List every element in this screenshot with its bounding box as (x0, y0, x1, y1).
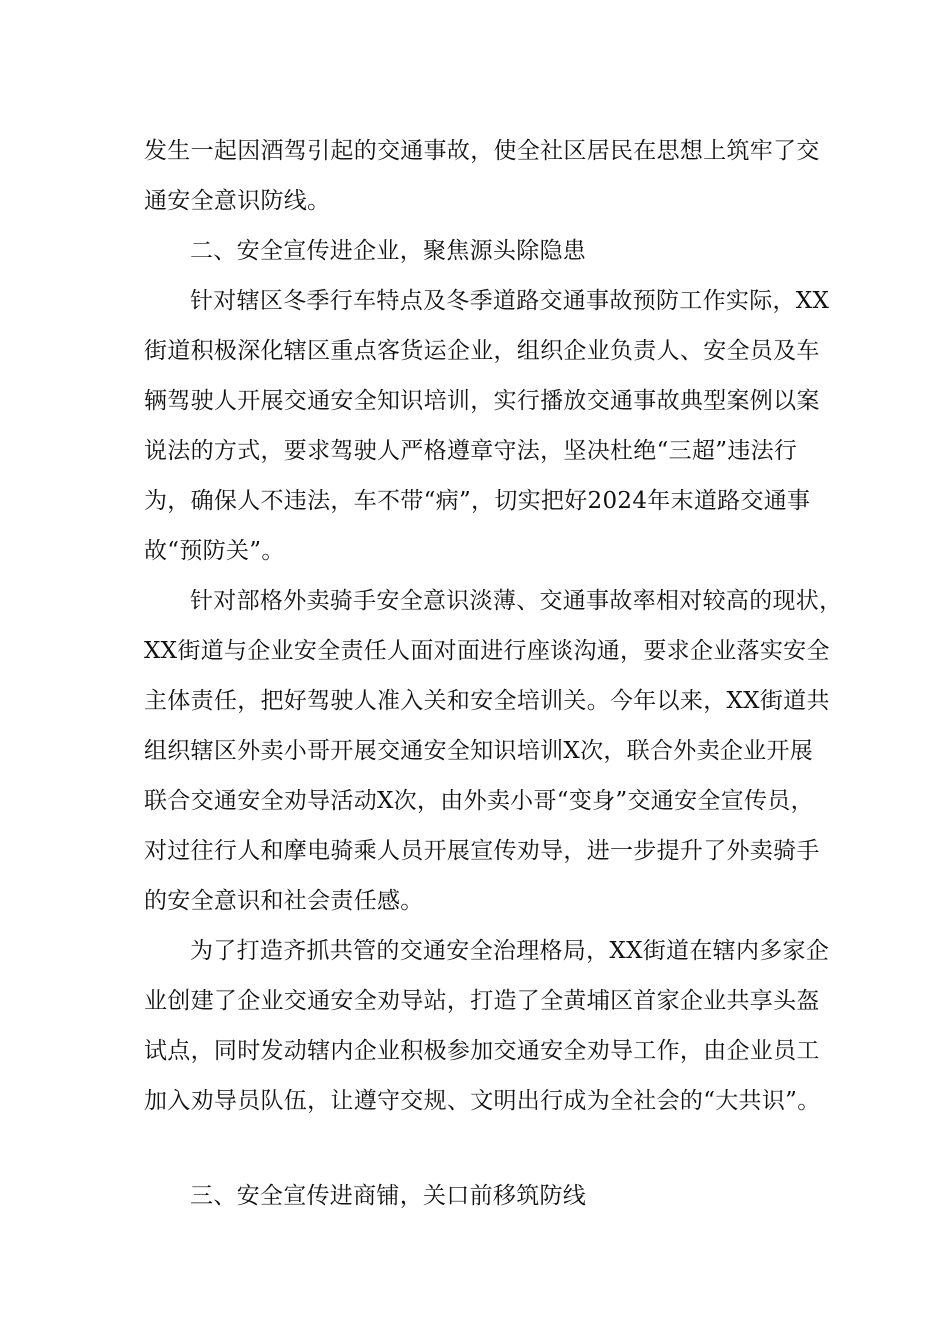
paragraph-line: 业创建了企业交通安全劝导站，打造了全黄埔区首家企业共享头盔 (144, 988, 820, 1014)
section-heading-2: 二、安全宣传进企业，聚焦源头除隐患 (190, 238, 587, 264)
paragraph-line: 街道积极深化辖区重点客货运企业，组织企业负责人、安全员及车 (144, 338, 820, 364)
paragraph-line: 联合交通安全劝导活动X次，由外卖小哥“变身”交通安全宣传员， (144, 788, 814, 814)
paragraph-line: 对过往行人和摩电骑乘人员开展宣传劝导，进一步提升了外卖骑手 (144, 838, 820, 864)
paragraph-line: 说法的方式，要求驾驶人严格遵章守法，坚决杜绝“三超”违法行 (144, 438, 798, 464)
paragraph-line: 为了打造齐抓共管的交通安全治理格局，XX街道在辖内多家企 (190, 938, 830, 964)
paragraph-line: 针对辖区冬季行车特点及冬季道路交通事故预防工作实际，XX (190, 288, 830, 314)
paragraph-line: 针对部格外卖骑手安全意识淡薄、交通事故率相对较高的现状， (190, 588, 843, 614)
paragraph-line: 的安全意识和社会责任感。 (144, 888, 424, 914)
paragraph-line: 为，确保人不违法，车不带“病”，切实把好2024年末道路交通事 (144, 488, 811, 514)
paragraph-line: 故“预防关”。 (144, 538, 285, 564)
paragraph-line: 加入劝导员队伍，让遵守交规、文明出行成为全社会的“大共识”。 (144, 1088, 821, 1114)
paragraph-line: XX街道与企业安全责任人面对面进行座谈沟通，要求企业落实安全 (144, 638, 830, 664)
paragraph-line: 组织辖区外卖小哥开展交通安全知识培训X次，联合外卖企业开展 (144, 738, 814, 764)
paragraph-line: 通安全意识防线。 (144, 188, 331, 214)
paragraph-line: 试点，同时发动辖内企业积极参加交通安全劝导工作，由企业员工 (144, 1038, 820, 1064)
paragraph-line: 发生一起因酒驾引起的交通事故，使全社区居民在思想上筑牢了交 (144, 138, 820, 164)
section-heading-3: 三、安全宣传进商铺，关口前移筑防线 (190, 1183, 587, 1209)
paragraph-line: 辆驾驶人开展交通安全知识培训，实行播放交通事故典型案例以案 (144, 388, 820, 414)
paragraph-line: 主体责任，把好驾驶人准入关和安全培训关。今年以来，XX街道共 (144, 688, 830, 714)
